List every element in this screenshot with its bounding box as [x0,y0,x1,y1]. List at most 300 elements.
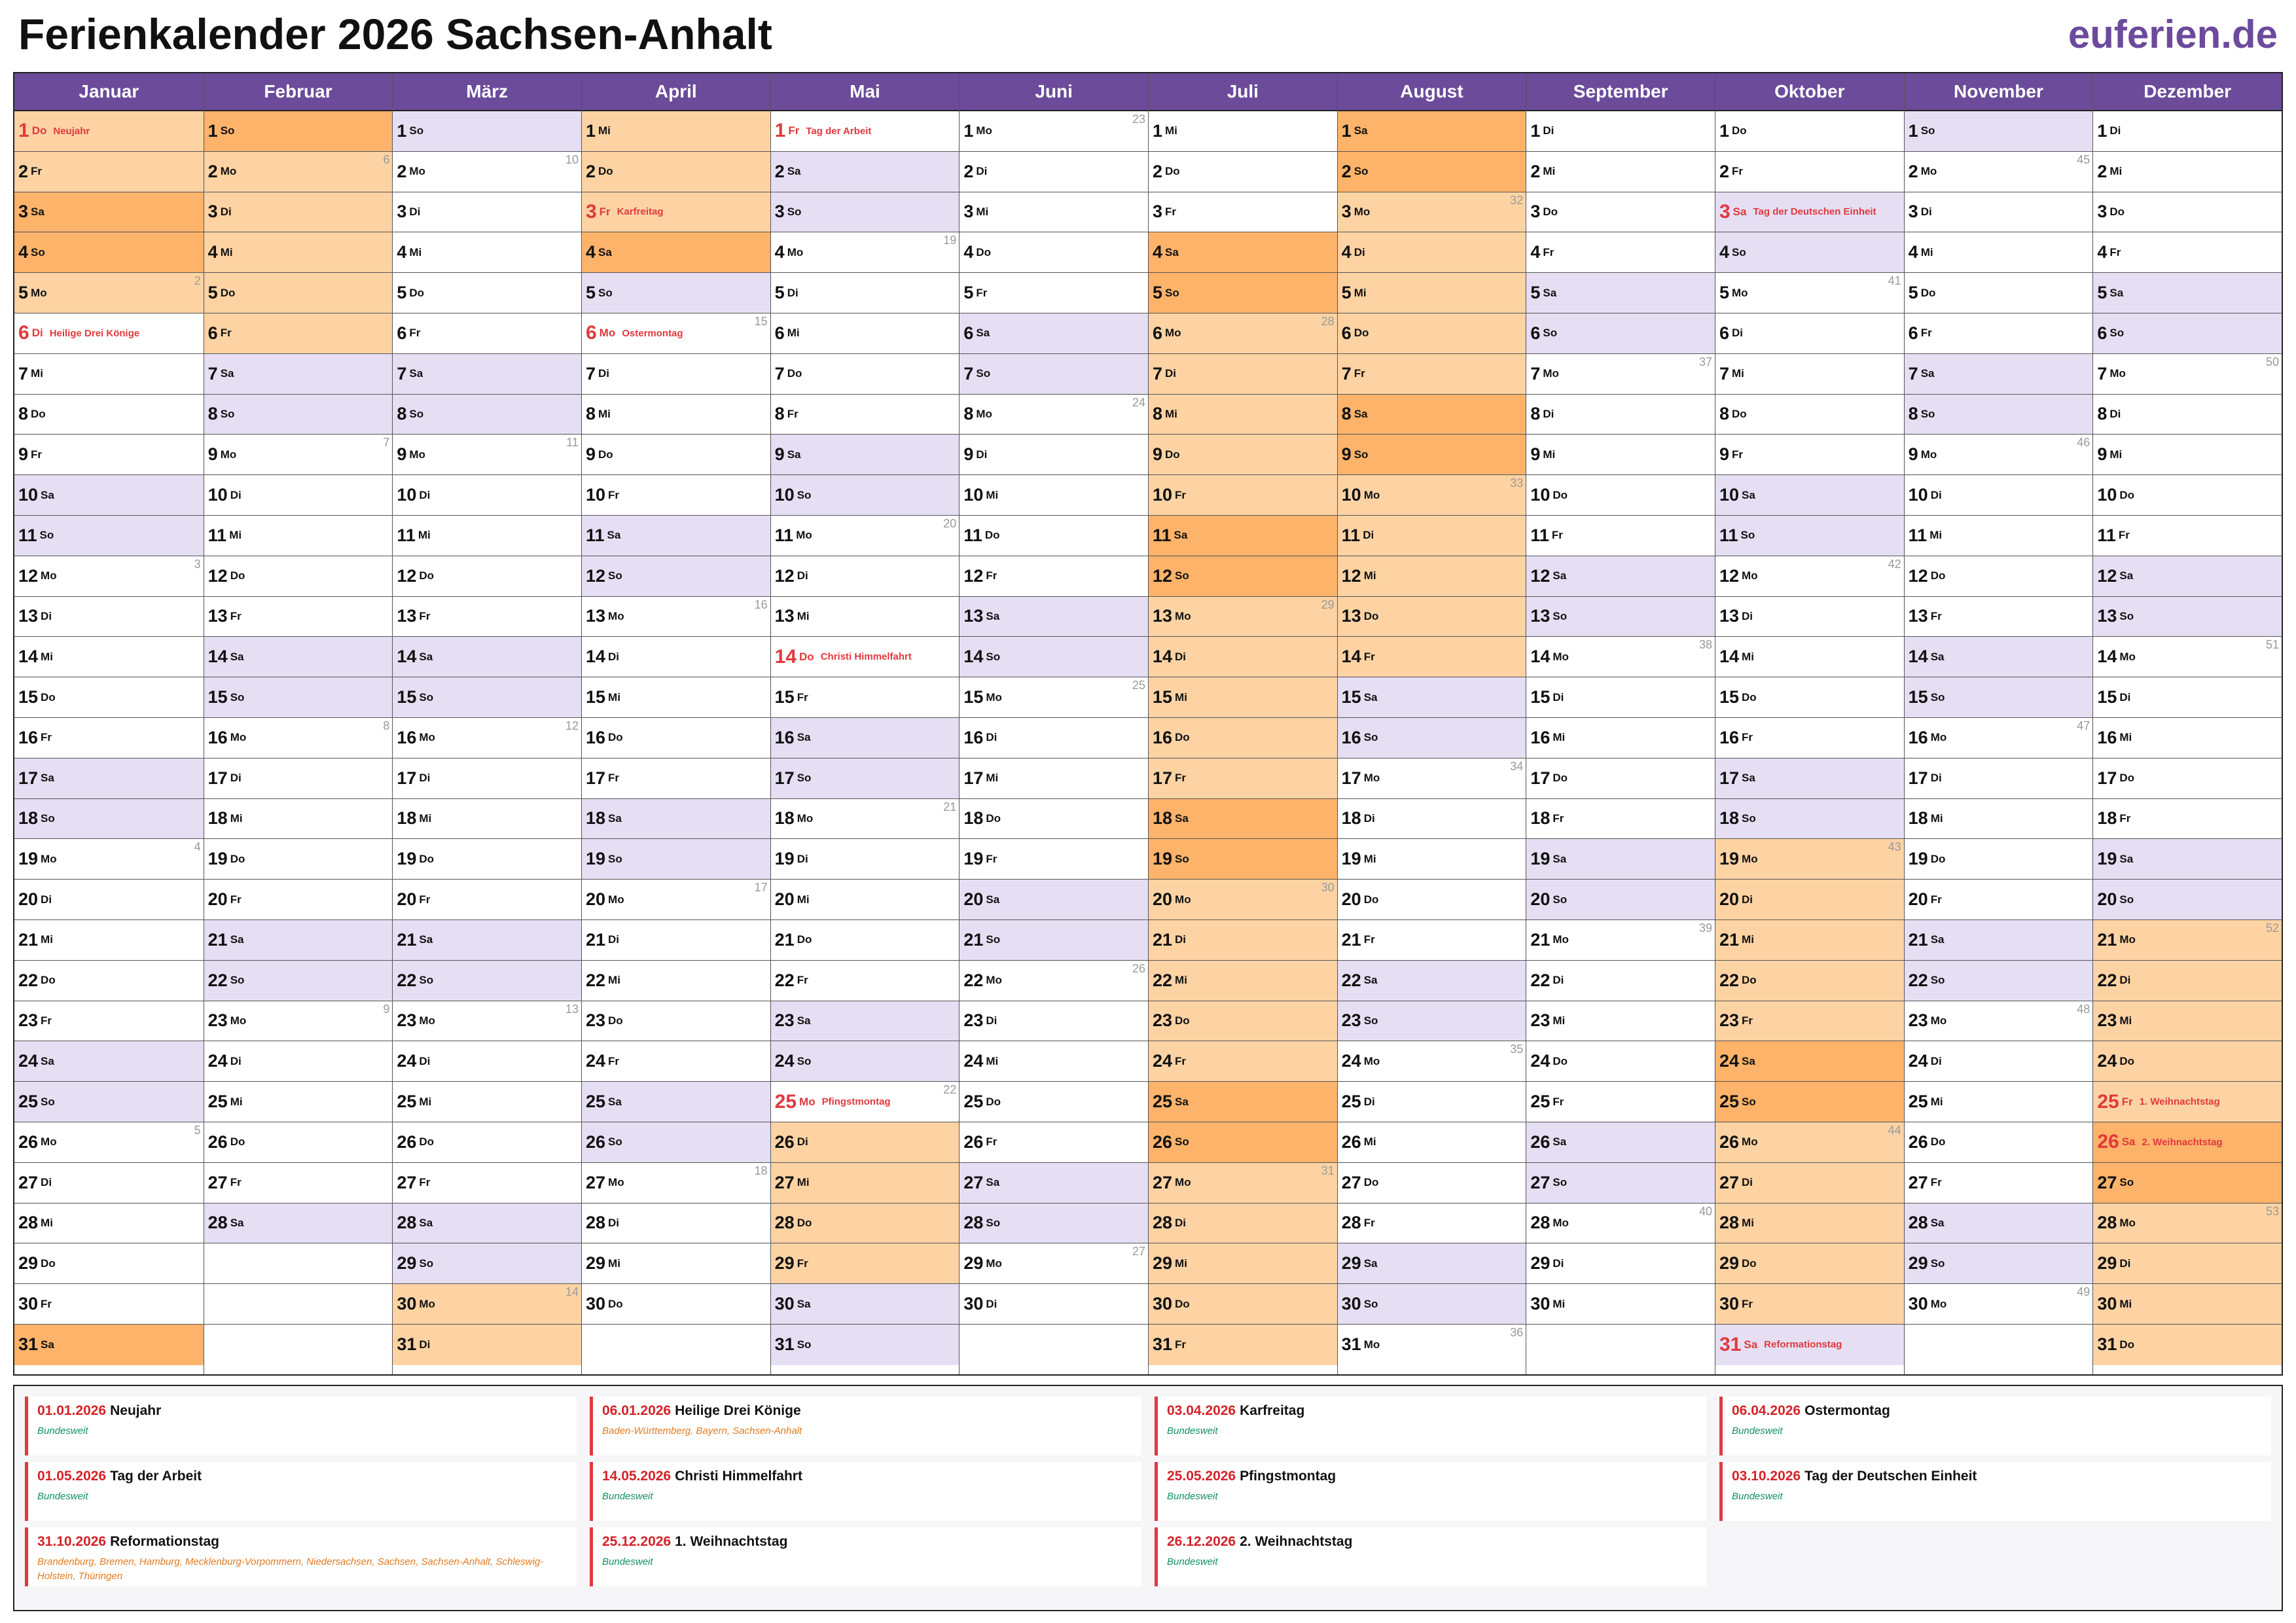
day-cell[interactable] [204,354,393,395]
day-cell[interactable] [1338,637,1526,677]
day-cell[interactable] [960,475,1148,516]
day-cell[interactable] [771,1001,960,1042]
day-cell[interactable] [393,1122,581,1163]
day-cell[interactable] [1905,152,2093,192]
day-cell[interactable] [14,758,204,799]
day-cell[interactable] [771,1122,960,1163]
day-cell[interactable] [1715,597,1904,637]
day-cell[interactable] [1905,192,2093,233]
day-cell[interactable] [1526,192,1715,233]
day-cell[interactable] [1715,1082,1904,1122]
day-cell[interactable] [1526,718,1715,758]
day-cell[interactable] [204,718,393,758]
day-cell[interactable] [2093,273,2282,313]
day-cell[interactable] [1526,1041,1715,1082]
day-cell[interactable] [2093,1284,2282,1325]
day-cell[interactable] [14,395,204,435]
day-cell[interactable] [771,718,960,758]
day-cell[interactable] [14,111,204,152]
day-cell[interactable] [960,152,1148,192]
day-cell[interactable] [1149,961,1337,1001]
day-cell[interactable] [14,1204,204,1244]
day-cell[interactable] [393,1243,581,1284]
day-cell[interactable] [204,637,393,677]
day-cell[interactable] [393,232,581,273]
day-cell[interactable] [204,1001,393,1042]
day-cell[interactable] [1149,556,1337,597]
day-cell[interactable] [960,516,1148,556]
day-cell[interactable] [582,111,770,152]
day-cell[interactable] [14,961,204,1001]
day-cell[interactable] [1149,839,1337,880]
day-cell[interactable] [1905,556,2093,597]
day-cell[interactable] [960,1082,1148,1122]
brand-logo[interactable]: euferien.de [2068,12,2278,56]
day-cell[interactable] [1149,192,1337,233]
day-cell[interactable] [1715,273,1904,313]
day-cell[interactable] [1149,435,1337,475]
day-cell[interactable] [1149,232,1337,273]
day-cell[interactable] [2093,637,2282,677]
day-cell[interactable] [582,395,770,435]
day-cell[interactable] [1905,232,2093,273]
day-cell[interactable] [1526,556,1715,597]
day-cell[interactable] [771,758,960,799]
day-cell[interactable] [1149,597,1337,637]
day-cell[interactable] [771,232,960,273]
day-cell[interactable] [1715,1325,1904,1365]
day-cell[interactable] [771,597,960,637]
day-cell[interactable] [1715,232,1904,273]
day-cell[interactable] [2093,354,2282,395]
day-cell[interactable] [1905,799,2093,840]
day-cell[interactable] [1905,1082,2093,1122]
day-cell[interactable] [960,597,1148,637]
day-cell[interactable] [960,1122,1148,1163]
day-cell[interactable] [2093,758,2282,799]
day-cell[interactable] [771,677,960,718]
day-cell[interactable] [1149,1284,1337,1325]
day-cell[interactable] [582,1041,770,1082]
day-cell[interactable] [960,111,1148,152]
day-cell[interactable] [1338,475,1526,516]
day-cell[interactable] [393,758,581,799]
day-cell[interactable] [204,192,393,233]
day-cell[interactable] [1905,637,2093,677]
day-cell[interactable] [1338,395,1526,435]
day-cell[interactable] [204,232,393,273]
day-cell[interactable] [1526,354,1715,395]
day-cell[interactable] [14,637,204,677]
day-cell[interactable] [1905,1122,2093,1163]
day-cell[interactable] [582,152,770,192]
day-cell[interactable] [1338,313,1526,354]
day-cell[interactable] [960,718,1148,758]
day-cell[interactable] [393,313,581,354]
day-cell[interactable] [2093,677,2282,718]
day-cell[interactable] [204,152,393,192]
day-cell[interactable] [1905,839,2093,880]
day-cell[interactable] [960,192,1148,233]
day-cell[interactable] [582,273,770,313]
day-cell[interactable] [1526,1243,1715,1284]
day-cell[interactable] [1715,961,1904,1001]
day-cell[interactable] [1715,1284,1904,1325]
day-cell[interactable] [1526,232,1715,273]
day-cell[interactable] [14,1082,204,1122]
day-cell[interactable] [582,637,770,677]
day-cell[interactable] [960,758,1148,799]
day-cell[interactable] [582,677,770,718]
day-cell[interactable] [204,1204,393,1244]
day-cell[interactable] [771,273,960,313]
day-cell[interactable] [1526,799,1715,840]
day-cell[interactable] [1526,1001,1715,1042]
day-cell[interactable] [1338,880,1526,920]
day-cell[interactable] [960,839,1148,880]
day-cell[interactable] [960,1243,1148,1284]
day-cell[interactable] [14,273,204,313]
day-cell[interactable] [1715,1243,1904,1284]
day-cell[interactable] [1715,192,1904,233]
day-cell[interactable] [1905,435,2093,475]
day-cell[interactable] [1905,1243,2093,1284]
day-cell[interactable] [582,880,770,920]
day-cell[interactable] [204,839,393,880]
day-cell[interactable] [582,1204,770,1244]
day-cell[interactable] [2093,313,2282,354]
day-cell[interactable] [1715,111,1904,152]
day-cell[interactable] [204,597,393,637]
day-cell[interactable] [582,961,770,1001]
day-cell[interactable] [582,597,770,637]
day-cell[interactable] [14,475,204,516]
day-cell[interactable] [204,1041,393,1082]
day-cell[interactable] [1905,1041,2093,1082]
day-cell[interactable] [2093,1122,2282,1163]
day-cell[interactable] [771,152,960,192]
day-cell[interactable] [1149,1204,1337,1244]
day-cell[interactable] [204,111,393,152]
day-cell[interactable] [771,313,960,354]
day-cell[interactable] [393,880,581,920]
day-cell[interactable] [1715,1204,1904,1244]
day-cell[interactable] [1905,516,2093,556]
day-cell[interactable] [393,192,581,233]
day-cell[interactable] [393,111,581,152]
day-cell[interactable] [1338,1204,1526,1244]
day-cell[interactable] [1149,354,1337,395]
day-cell[interactable] [771,1041,960,1082]
day-cell[interactable] [1715,799,1904,840]
day-cell[interactable] [1715,1001,1904,1042]
day-cell[interactable] [2093,839,2282,880]
day-cell[interactable] [1149,1082,1337,1122]
day-cell[interactable] [1338,273,1526,313]
day-cell[interactable] [204,273,393,313]
day-cell[interactable] [204,516,393,556]
day-cell[interactable] [14,1243,204,1284]
day-cell[interactable] [204,313,393,354]
day-cell[interactable] [2093,232,2282,273]
day-cell[interactable] [393,677,581,718]
day-cell[interactable] [1715,1041,1904,1082]
day-cell[interactable] [1905,961,2093,1001]
day-cell[interactable] [1526,395,1715,435]
day-cell[interactable] [771,961,960,1001]
day-cell[interactable] [393,1082,581,1122]
day-cell[interactable] [582,1082,770,1122]
day-cell[interactable] [1338,920,1526,961]
day-cell[interactable] [1526,111,1715,152]
day-cell[interactable] [2093,556,2282,597]
day-cell[interactable] [1905,273,2093,313]
day-cell[interactable] [1526,152,1715,192]
day-cell[interactable] [771,192,960,233]
day-cell[interactable] [1338,354,1526,395]
day-cell[interactable] [14,1041,204,1082]
day-cell[interactable] [2093,395,2282,435]
day-cell[interactable] [14,1163,204,1204]
day-cell[interactable] [1526,1284,1715,1325]
day-cell[interactable] [393,718,581,758]
day-cell[interactable] [1149,880,1337,920]
day-cell[interactable] [1905,1163,2093,1204]
day-cell[interactable] [1149,475,1337,516]
day-cell[interactable] [771,799,960,840]
day-cell[interactable] [14,1325,204,1365]
day-cell[interactable] [1149,718,1337,758]
day-cell[interactable] [1149,1041,1337,1082]
day-cell[interactable] [582,516,770,556]
day-cell[interactable] [2093,961,2282,1001]
day-cell[interactable] [14,677,204,718]
day-cell[interactable] [393,637,581,677]
day-cell[interactable] [960,920,1148,961]
day-cell[interactable] [1338,1243,1526,1284]
day-cell[interactable] [393,516,581,556]
day-cell[interactable] [582,1163,770,1204]
day-cell[interactable] [393,1325,581,1365]
day-cell[interactable] [14,192,204,233]
day-cell[interactable] [14,1122,204,1163]
day-cell[interactable] [204,1122,393,1163]
day-cell[interactable] [771,637,960,677]
day-cell[interactable] [393,799,581,840]
day-cell[interactable] [393,961,581,1001]
day-cell[interactable] [771,111,960,152]
day-cell[interactable] [1338,758,1526,799]
day-cell[interactable] [1526,1082,1715,1122]
day-cell[interactable] [2093,597,2282,637]
day-cell[interactable] [393,1163,581,1204]
day-cell[interactable] [393,475,581,516]
day-cell[interactable] [960,637,1148,677]
day-cell[interactable] [771,556,960,597]
day-cell[interactable] [771,1325,960,1365]
day-cell[interactable] [1149,273,1337,313]
day-cell[interactable] [14,920,204,961]
day-cell[interactable] [1905,677,2093,718]
day-cell[interactable] [1526,516,1715,556]
day-cell[interactable] [1526,475,1715,516]
day-cell[interactable] [582,718,770,758]
day-cell[interactable] [960,1204,1148,1244]
day-cell[interactable] [1149,799,1337,840]
day-cell[interactable] [2093,435,2282,475]
day-cell[interactable] [14,597,204,637]
day-cell[interactable] [960,273,1148,313]
day-cell[interactable] [14,516,204,556]
day-cell[interactable] [1715,152,1904,192]
day-cell[interactable] [1905,354,2093,395]
day-cell[interactable] [1338,961,1526,1001]
day-cell[interactable] [771,920,960,961]
day-cell[interactable] [1905,395,2093,435]
day-cell[interactable] [2093,1082,2282,1122]
day-cell[interactable] [14,1001,204,1042]
day-cell[interactable] [204,435,393,475]
day-cell[interactable] [1149,677,1337,718]
day-cell[interactable] [1338,1082,1526,1122]
day-cell[interactable] [1905,758,2093,799]
day-cell[interactable] [960,799,1148,840]
day-cell[interactable] [1526,313,1715,354]
day-cell[interactable] [393,1284,581,1325]
day-cell[interactable] [1526,273,1715,313]
day-cell[interactable] [771,1204,960,1244]
day-cell[interactable] [1526,758,1715,799]
day-cell[interactable] [393,273,581,313]
day-cell[interactable] [1526,435,1715,475]
day-cell[interactable] [1715,516,1904,556]
day-cell[interactable] [1526,1163,1715,1204]
day-cell[interactable] [204,920,393,961]
day-cell[interactable] [1526,961,1715,1001]
day-cell[interactable] [1338,1001,1526,1042]
day-cell[interactable] [582,192,770,233]
day-cell[interactable] [1149,313,1337,354]
day-cell[interactable] [1338,1284,1526,1325]
day-cell[interactable] [204,1163,393,1204]
day-cell[interactable] [1338,152,1526,192]
day-cell[interactable] [771,1284,960,1325]
day-cell[interactable] [1905,597,2093,637]
day-cell[interactable] [14,354,204,395]
day-cell[interactable] [1905,1284,2093,1325]
day-cell[interactable] [1715,677,1904,718]
day-cell[interactable] [771,435,960,475]
day-cell[interactable] [582,1122,770,1163]
day-cell[interactable] [1526,920,1715,961]
day-cell[interactable] [1715,313,1904,354]
day-cell[interactable] [1338,516,1526,556]
day-cell[interactable] [1715,556,1904,597]
day-cell[interactable] [960,395,1148,435]
day-cell[interactable] [14,880,204,920]
day-cell[interactable] [1149,1325,1337,1365]
day-cell[interactable] [1338,1041,1526,1082]
day-cell[interactable] [1338,839,1526,880]
day-cell[interactable] [1149,1122,1337,1163]
day-cell[interactable] [1715,839,1904,880]
day-cell[interactable] [14,152,204,192]
day-cell[interactable] [2093,1163,2282,1204]
day-cell[interactable] [2093,880,2282,920]
day-cell[interactable] [393,920,581,961]
day-cell[interactable] [771,354,960,395]
day-cell[interactable] [582,1243,770,1284]
day-cell[interactable] [960,1041,1148,1082]
day-cell[interactable] [1526,677,1715,718]
day-cell[interactable] [2093,152,2282,192]
day-cell[interactable] [393,1001,581,1042]
day-cell[interactable] [960,435,1148,475]
day-cell[interactable] [1715,718,1904,758]
day-cell[interactable] [582,1001,770,1042]
day-cell[interactable] [582,920,770,961]
day-cell[interactable] [2093,475,2282,516]
day-cell[interactable] [2093,1041,2282,1082]
day-cell[interactable] [2093,192,2282,233]
day-cell[interactable] [1905,1204,2093,1244]
day-cell[interactable] [1338,435,1526,475]
day-cell[interactable] [1715,920,1904,961]
day-cell[interactable] [2093,1325,2282,1365]
day-cell[interactable] [1338,111,1526,152]
day-cell[interactable] [204,475,393,516]
day-cell[interactable] [1338,677,1526,718]
day-cell[interactable] [771,395,960,435]
day-cell[interactable] [2093,111,2282,152]
day-cell[interactable] [771,1243,960,1284]
day-cell[interactable] [771,475,960,516]
day-cell[interactable] [960,556,1148,597]
day-cell[interactable] [204,758,393,799]
day-cell[interactable] [204,880,393,920]
day-cell[interactable] [2093,718,2282,758]
day-cell[interactable] [393,839,581,880]
day-cell[interactable] [1338,192,1526,233]
day-cell[interactable] [1338,1122,1526,1163]
day-cell[interactable] [393,1204,581,1244]
day-cell[interactable] [771,1163,960,1204]
day-cell[interactable] [1905,718,2093,758]
day-cell[interactable] [1715,1122,1904,1163]
day-cell[interactable] [14,1284,204,1325]
day-cell[interactable] [393,152,581,192]
day-cell[interactable] [1149,1243,1337,1284]
day-cell[interactable] [1715,637,1904,677]
day-cell[interactable] [1149,516,1337,556]
day-cell[interactable] [771,1082,960,1122]
day-cell[interactable] [582,354,770,395]
day-cell[interactable] [204,961,393,1001]
day-cell[interactable] [1338,232,1526,273]
day-cell[interactable] [2093,516,2282,556]
day-cell[interactable] [1905,111,2093,152]
day-cell[interactable] [2093,920,2282,961]
day-cell[interactable] [1338,1163,1526,1204]
day-cell[interactable] [582,313,770,354]
day-cell[interactable] [960,1001,1148,1042]
day-cell[interactable] [393,354,581,395]
day-cell[interactable] [771,880,960,920]
day-cell[interactable] [582,475,770,516]
day-cell[interactable] [1715,1163,1904,1204]
day-cell[interactable] [960,880,1148,920]
day-cell[interactable] [1526,1122,1715,1163]
